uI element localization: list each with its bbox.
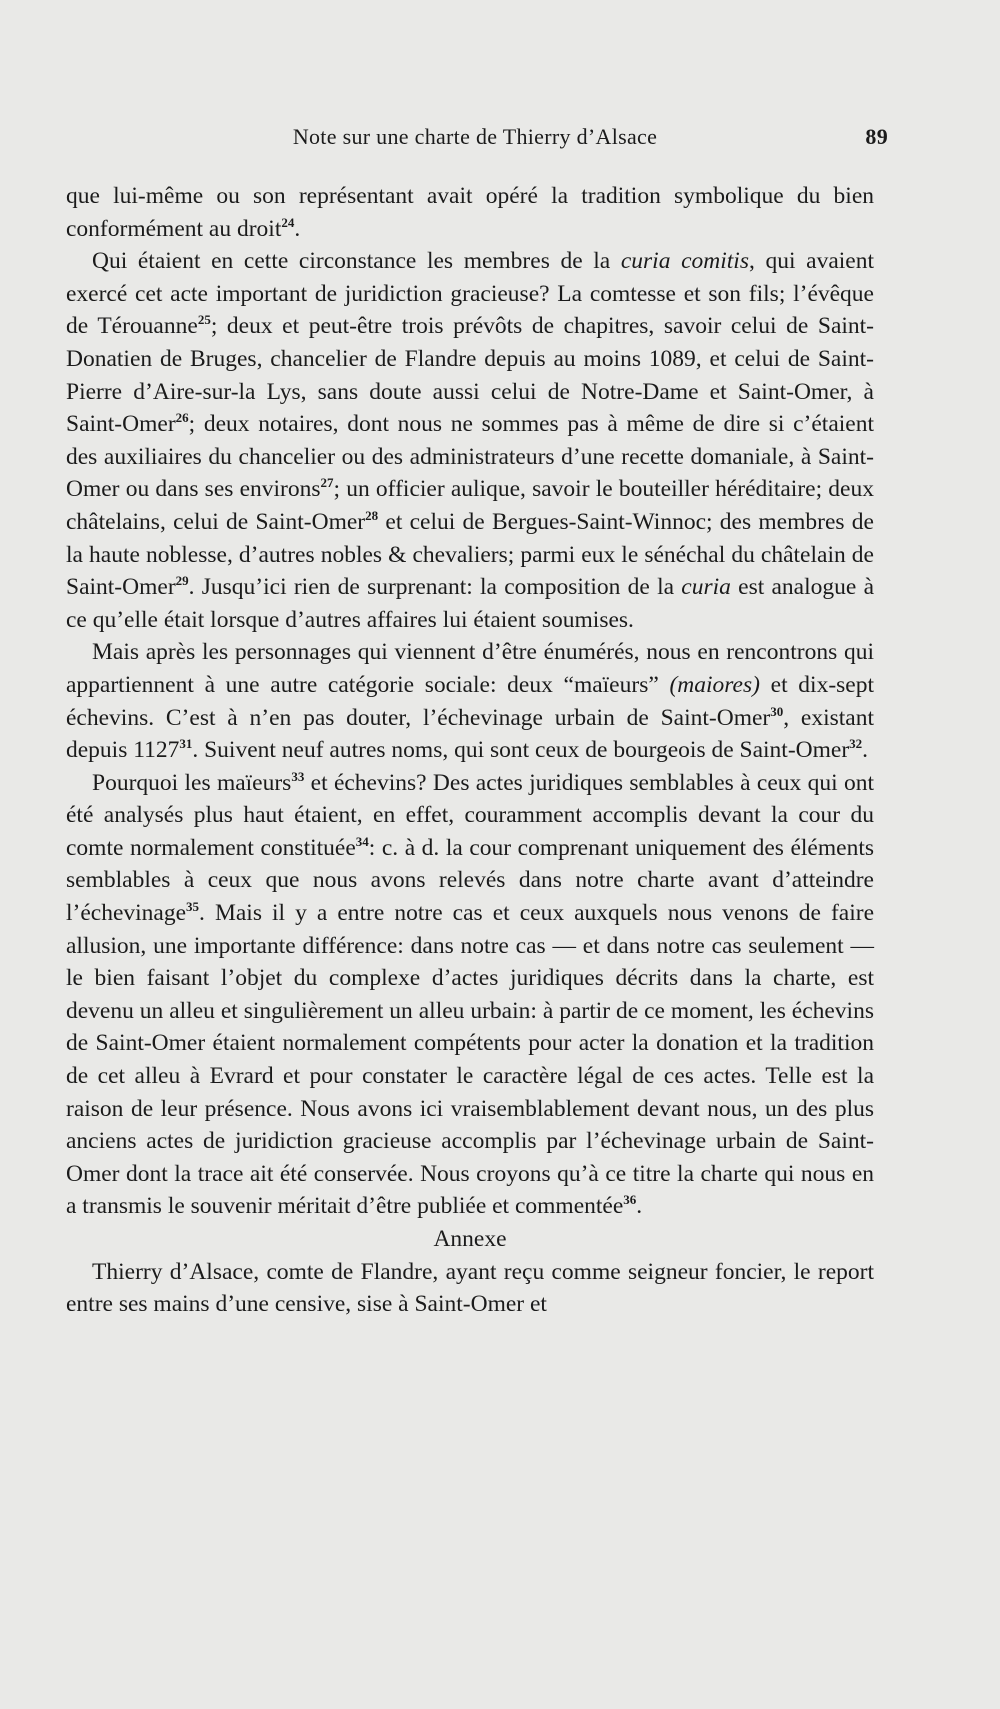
- text-run: . Mais il y a entre notre cas et ceux auxquels nous venons de faire allusion, une importante différence: dans notre cas — et dans notre cas seulement — le bien faisant l’objet du complexe d’actes juridiques décrits dans la charte, est devenu un alleu et singulièrement un alleu urbain: à partir de ce moment, les échevins de Saint-Omer étaient normalement compétents pour acter la donation et la tradition de cet alleu à Evrard et pour constater le caractère légal de ces actes. Telle est la raison de leur présence. Nous avons ici vraisemblablement devant nous, un des plus anciens actes de juridiction gracieuse accomplis par l’échevinage urbain de Saint-Omer dont la trace ait été conservée. Nous croyons qu’à ce titre la charte qui nous en a transmis le souvenir méritait d’être publiée et commentée: [66, 900, 874, 1220]
- text-run: .: [294, 215, 301, 242]
- text-run: ; un officier aulique, savoir le bouteiller héréditaire; deux châtelains, celui de Saint-Omer: [66, 476, 874, 535]
- italic-text: curia comitis: [620, 248, 749, 275]
- text-run: . Jusqu’ici rien de surprenant: la composition de la: [188, 574, 682, 601]
- italic-text: (maiores): [669, 671, 760, 698]
- text-run: ; deux notaires, dont nous ne sommes pas à même de dire si c’étaient des auxiliaires du chancelier ou des administrateurs d’une recette domaniale, à Saint-Omer ou dans ses environs: [66, 411, 874, 503]
- paragraph: [66, 180, 874, 245]
- text-run: que lui-même ou son représentant avait opéré la tradition symbolique du bien conformément au droit: [66, 183, 874, 242]
- text-run: : c. à d. la cour comprenant uniquement des éléments semblables à ceux que nous avons relevés dans notre charte avant d’atteindre l’échevinage: [66, 834, 874, 927]
- text-run: Thierry d’Alsace, comte de Flandre, ayant reçu comme seigneur foncier, le report entre ses mains d’une censive, sise à Saint-Omer et: [66, 1258, 874, 1318]
- footnote-ref: 30: [770, 703, 784, 719]
- footnote-ref: 36: [623, 1192, 637, 1208]
- paragraph: [66, 767, 874, 1223]
- section-heading-annexe: [66, 1223, 874, 1256]
- italic-text: curia: [681, 574, 731, 601]
- paragraph: [66, 636, 874, 766]
- text-run: Mais après les personnages qui viennent d’être énumérés, nous en rencontrons qui appartiennent à une autre catégorie sociale: deux “maïeurs”: [66, 639, 874, 698]
- footnote-ref: 34: [355, 833, 369, 849]
- footnote-ref: 24: [281, 214, 295, 230]
- page-number: 89: [865, 124, 888, 149]
- paragraph: [66, 245, 874, 636]
- text-run: et échevins? Des actes juridiques semblables à ceux qui ont été analysés plus haut étaient, en effet, couramment accomplis devant la cour du comte normalement constituée: [66, 769, 874, 861]
- footnote-ref: 29: [175, 573, 189, 589]
- text-run: ; deux et peut-être trois prévôts de chapitres, savoir celui de Saint-Donatien de Bruges, chancelier de Flandre depuis au moins 1089, et celui de Saint-Pierre d’Aire-sur-la Lys, sans doute aussi celui de Notre-Dame et Saint-Omer, à Saint-Omer: [66, 313, 875, 438]
- text-run: Annexe: [433, 1226, 507, 1252]
- text-run: et celui de Bergues-Saint-Winnoc; des membres de la haute noblesse, d’autres nobles & chevaliers; parmi eux le sénéchal du châtelain de Saint-Omer: [66, 508, 874, 601]
- text-run: Pourquoi les maïeurs: [92, 769, 292, 796]
- text-run: . Suivent neuf autres noms, qui sont ceux de bourgeois de Saint-Omer: [192, 737, 850, 764]
- footnote-ref: 35: [186, 899, 200, 915]
- text-run: .: [862, 737, 869, 764]
- text-run: , existant depuis 1127: [66, 704, 874, 764]
- text-run: , qui avaient exercé cet acte important de juridiction gracieuse? La comtesse et son fils; l’évêque de Térouanne: [66, 248, 874, 340]
- footnote-ref: 26: [175, 410, 189, 426]
- text-run: est analogue à ce qu’elle était lorsque d’autres affaires lui étaient soumises.: [66, 574, 874, 633]
- paragraph: [66, 1256, 874, 1321]
- footnote-ref: 32: [849, 736, 863, 752]
- text-run: Qui étaient en cette circonstance les membres de la: [92, 248, 621, 275]
- footnote-ref: 27: [320, 475, 334, 491]
- footnote-ref: 31: [179, 736, 193, 752]
- running-title: Note sur une charte de Thierry d’Alsace: [292, 124, 658, 149]
- footnote-ref: 25: [197, 312, 211, 328]
- running-header: [66, 124, 888, 150]
- footnote-ref: 28: [365, 507, 379, 523]
- text-run: et dix-sept échevins. C’est à n’en pas douter, l’échevinage urbain de Saint-Omer: [66, 671, 874, 731]
- body-text: [66, 180, 874, 1321]
- footnote-ref: 33: [291, 768, 305, 784]
- text-run: .: [636, 1193, 643, 1220]
